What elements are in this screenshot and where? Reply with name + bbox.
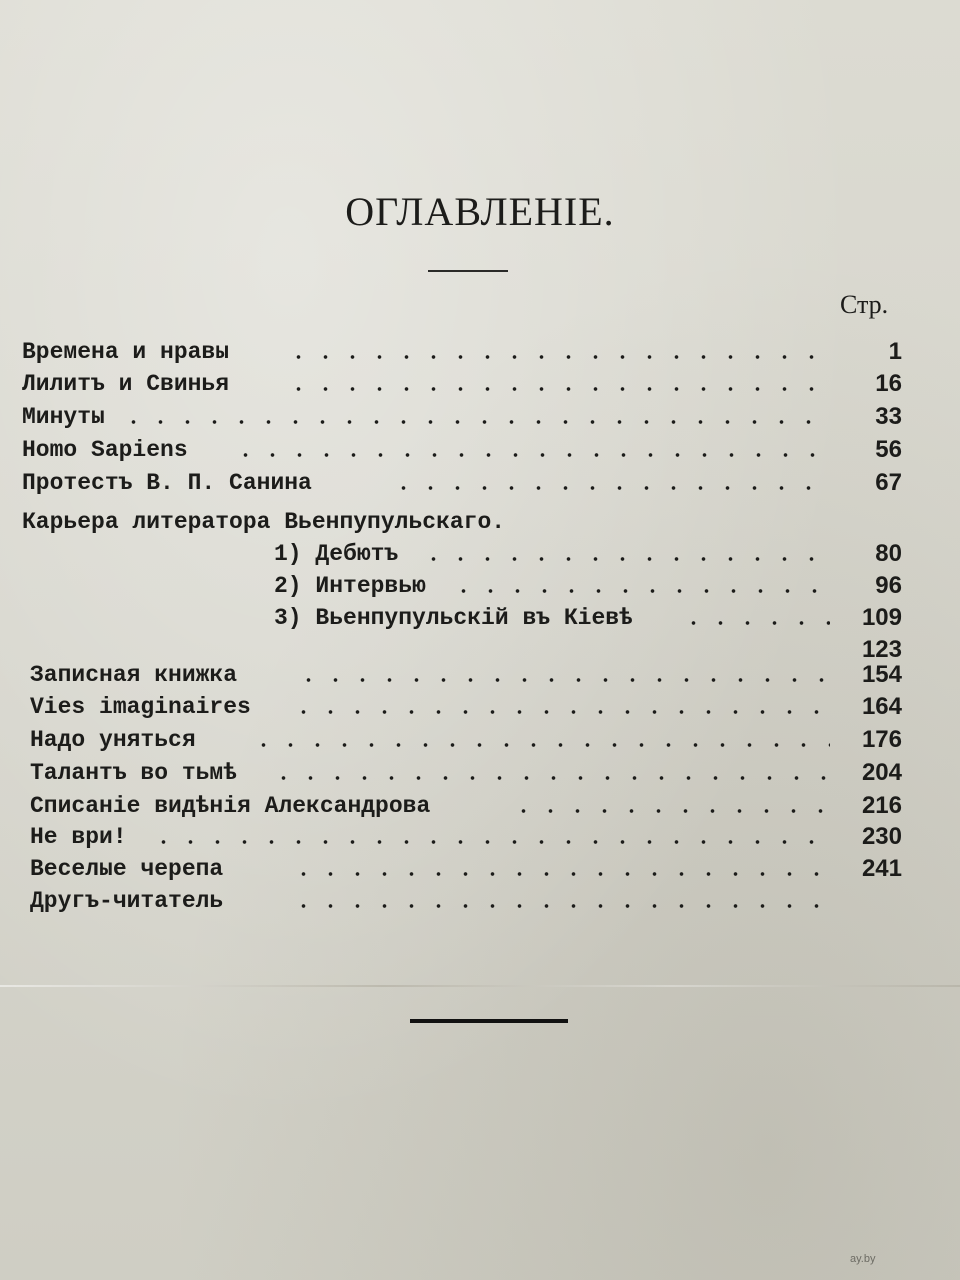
toc-row (0, 884, 960, 918)
leader-dots (290, 710, 830, 714)
toc-entry-page: 33 (875, 403, 902, 430)
toc-entry-label: 1) Дебютъ (274, 541, 399, 567)
toc-row (0, 601, 960, 635)
toc-row (0, 433, 960, 467)
toc-entry-page: 109 (861, 604, 902, 631)
leader-dots (450, 589, 830, 593)
page-title: ОГЛАВЛЕНІЕ. (345, 189, 615, 234)
toc-entry-page: 204 (861, 759, 902, 786)
toc-entry-label: 3) Вьенпупульскій въ Кіевѣ (274, 605, 633, 631)
toc-entry-label: Не ври! (30, 824, 127, 850)
watermark-text: ay.by (850, 1253, 876, 1265)
toc-row (0, 466, 960, 500)
toc-row (0, 569, 960, 603)
leader-dots (120, 420, 825, 424)
toc-entry-page: 56 (875, 436, 902, 463)
toc-row (0, 820, 960, 854)
toc-row (0, 756, 960, 790)
toc-row (0, 367, 960, 401)
leader-dots (285, 355, 825, 359)
toc-entry-label: Веселые черепа (30, 856, 224, 882)
page-column-header: Стр. (840, 290, 889, 319)
toc-row (0, 658, 960, 692)
toc-row (0, 723, 960, 757)
toc-entry-page: 176 (861, 726, 902, 753)
toc-entry-label: Времена и нравы (22, 339, 230, 365)
toc-entry-label: Талантъ во тьмѣ (30, 760, 238, 786)
toc-entry-label: Карьера литератора Вьенпупульскаго. (22, 509, 506, 535)
toc-entry-label: Записная книжка (30, 662, 238, 688)
toc-entry-label: Homo Sapiens (22, 437, 188, 463)
toc-entry-page: 164 (861, 693, 902, 720)
toc-entry-page: 16 (875, 370, 902, 397)
leader-dots (250, 743, 830, 747)
leader-dots (285, 387, 825, 391)
toc-entry-page: 216 (861, 792, 902, 819)
toc-entry-page: 67 (875, 469, 902, 496)
leader-dots (150, 840, 830, 844)
toc-row (0, 400, 960, 434)
toc-entry-page: 123 (861, 636, 902, 663)
toc-row (0, 690, 960, 724)
toc-entry-page: 96 (875, 572, 902, 599)
toc-entry-label: Списаніе видѣнія Александрова (30, 793, 431, 819)
toc-row (0, 335, 960, 369)
leader-dots (390, 486, 830, 490)
leader-dots (680, 621, 830, 625)
toc-entry-label: Надо уняться (30, 727, 196, 753)
leader-dots (290, 904, 830, 908)
leader-dots (420, 557, 830, 561)
toc-row (0, 505, 960, 539)
bottom-divider (410, 1019, 568, 1023)
toc-entry-label: Протестъ В. П. Санина (22, 470, 312, 496)
toc-entry-label: 2) Интервью (274, 573, 426, 599)
toc-entry-label: Vies imaginaires (30, 694, 251, 720)
toc-entry-page: 1 (888, 338, 902, 365)
toc-entry-page: 230 (861, 823, 902, 850)
toc-entry-label: Минуты (22, 404, 105, 430)
paper-crease (0, 985, 960, 987)
toc-entry-label: Лилитъ и Свинья (22, 371, 230, 397)
toc-entry-label: Другъ-читатель (30, 888, 224, 914)
leader-dots (295, 678, 830, 682)
toc-entry-page: 154 (861, 661, 902, 688)
leader-dots (270, 776, 830, 780)
toc-row (0, 852, 960, 886)
leader-dots (232, 453, 832, 457)
toc-row (0, 789, 960, 823)
title-divider (428, 270, 508, 272)
toc-row (0, 537, 960, 571)
leader-dots (510, 809, 830, 813)
toc-entry-page: 241 (861, 855, 902, 882)
toc-entry-page: 80 (875, 540, 902, 567)
leader-dots (290, 872, 830, 876)
